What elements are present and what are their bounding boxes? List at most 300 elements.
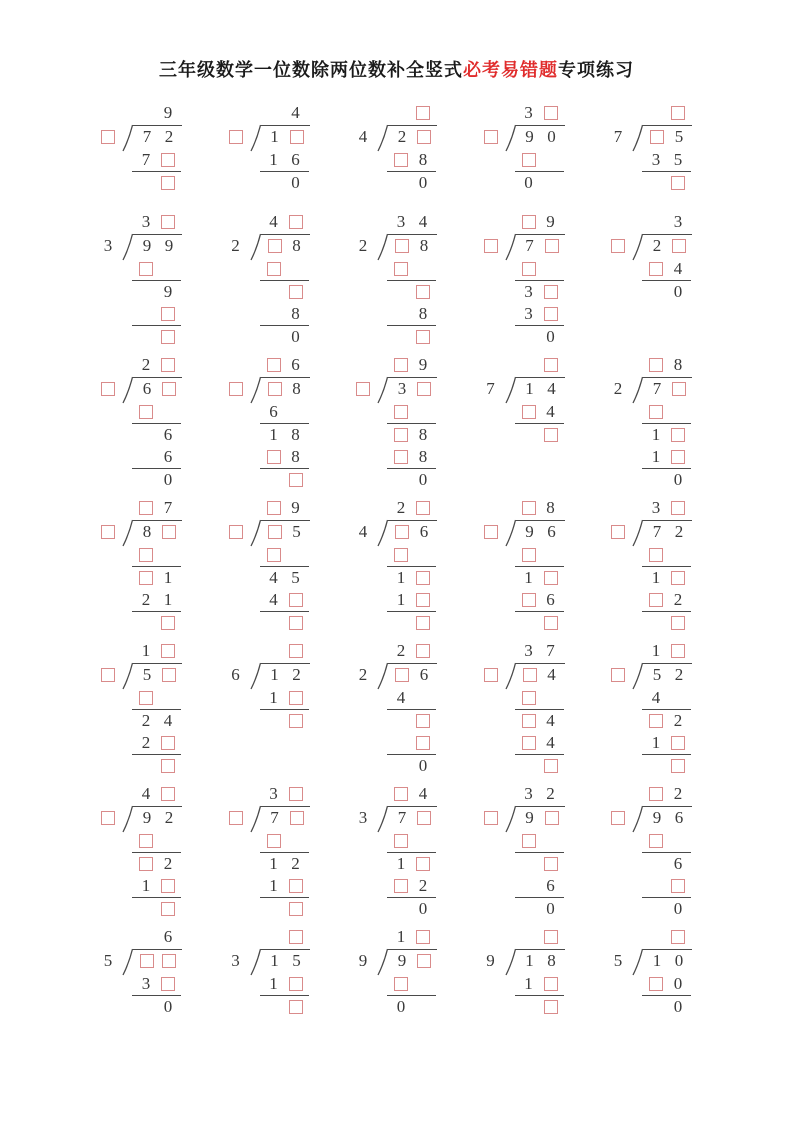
answer-box[interactable] bbox=[671, 879, 685, 893]
answer-cell bbox=[540, 996, 562, 1018]
answer-box[interactable] bbox=[101, 811, 115, 825]
answer-box[interactable] bbox=[395, 525, 409, 539]
answer-box[interactable] bbox=[139, 548, 153, 562]
divisor-cell bbox=[478, 663, 504, 686]
answer-box[interactable] bbox=[394, 787, 408, 801]
answer-cell bbox=[412, 326, 434, 348]
answer-box[interactable] bbox=[484, 130, 498, 144]
answer-box[interactable] bbox=[395, 668, 409, 682]
answer-box[interactable] bbox=[161, 330, 175, 344]
answer-box[interactable] bbox=[611, 525, 625, 539]
answer-box[interactable] bbox=[394, 262, 408, 276]
digit-cell: 0 bbox=[163, 470, 173, 489]
answer-box[interactable] bbox=[649, 714, 663, 728]
digit-cell: 2 bbox=[141, 711, 151, 730]
answer-box[interactable] bbox=[522, 153, 536, 167]
answer-box[interactable] bbox=[394, 977, 408, 991]
answer-cell bbox=[135, 258, 157, 280]
answer-box[interactable] bbox=[267, 501, 281, 515]
answer-cell bbox=[390, 875, 412, 897]
answer-cell bbox=[667, 446, 689, 468]
answer-box[interactable] bbox=[267, 834, 281, 848]
dividend-digits bbox=[643, 949, 692, 972]
answer-box[interactable] bbox=[394, 153, 408, 167]
empty-cell bbox=[135, 326, 157, 348]
empty-cell bbox=[135, 755, 157, 777]
answer-box[interactable] bbox=[522, 215, 536, 229]
work-row-underlined bbox=[132, 687, 181, 710]
answer-box[interactable] bbox=[544, 616, 558, 630]
answer-box[interactable] bbox=[649, 405, 663, 419]
answer-box[interactable] bbox=[416, 593, 430, 607]
answer-box[interactable] bbox=[649, 358, 663, 372]
digit-cell: 7 bbox=[163, 498, 173, 517]
digit-cell: 9 bbox=[525, 127, 534, 146]
answer-box[interactable] bbox=[267, 548, 281, 562]
answer-box[interactable] bbox=[544, 857, 558, 871]
work-row bbox=[260, 469, 309, 491]
answer-box[interactable] bbox=[139, 834, 153, 848]
answer-box[interactable] bbox=[671, 571, 685, 585]
answer-box[interactable] bbox=[101, 382, 115, 396]
empty-cell bbox=[263, 926, 285, 948]
answer-box[interactable] bbox=[671, 450, 685, 464]
division-problem bbox=[95, 497, 183, 634]
answer-cell bbox=[157, 875, 179, 897]
answer-box[interactable] bbox=[139, 262, 153, 276]
work-row-underlined bbox=[260, 875, 309, 898]
answer-cell bbox=[158, 950, 180, 972]
work-row bbox=[387, 567, 436, 589]
work-row-underlined bbox=[387, 149, 436, 172]
answer-box[interactable] bbox=[484, 525, 498, 539]
answer-box[interactable] bbox=[522, 405, 536, 419]
answer-cell bbox=[518, 732, 540, 754]
answer-box[interactable] bbox=[101, 130, 115, 144]
work-row bbox=[515, 424, 564, 446]
work-row bbox=[132, 424, 181, 446]
answer-box[interactable] bbox=[229, 382, 243, 396]
dividend-row bbox=[605, 805, 693, 830]
answer-cell bbox=[667, 424, 689, 446]
answer-box[interactable] bbox=[161, 176, 175, 190]
answer-box[interactable] bbox=[394, 358, 408, 372]
answer-box[interactable] bbox=[394, 428, 408, 442]
digit-cell: 1 bbox=[524, 568, 533, 587]
work-row-underlined bbox=[132, 732, 181, 755]
answer-box[interactable] bbox=[356, 382, 370, 396]
answer-box[interactable] bbox=[268, 382, 282, 396]
answer-box[interactable] bbox=[229, 525, 243, 539]
answer-box[interactable] bbox=[671, 736, 685, 750]
work-row-underlined bbox=[515, 149, 564, 172]
answer-cell bbox=[645, 354, 667, 376]
dividend-row bbox=[350, 519, 438, 544]
work-row-underlined bbox=[642, 973, 691, 996]
answer-box[interactable] bbox=[161, 787, 175, 801]
digit-cell: 1 bbox=[396, 590, 406, 609]
answer-box[interactable] bbox=[289, 879, 303, 893]
answer-cell bbox=[518, 589, 540, 611]
work-row-underlined bbox=[642, 446, 691, 469]
answer-cell bbox=[667, 497, 689, 519]
answer-box[interactable] bbox=[290, 811, 304, 825]
work-row bbox=[515, 996, 564, 1018]
answer-box[interactable] bbox=[522, 501, 536, 515]
digit-cell: 4 bbox=[269, 212, 278, 231]
answer-box[interactable] bbox=[649, 977, 663, 991]
empty-cell bbox=[135, 898, 157, 920]
answer-box[interactable] bbox=[289, 787, 303, 801]
answer-cell bbox=[645, 830, 667, 852]
division-bracket-icon bbox=[504, 805, 516, 833]
answer-cell bbox=[540, 102, 562, 124]
work-row-underlined bbox=[515, 401, 564, 424]
answer-box[interactable] bbox=[162, 954, 176, 968]
answer-box[interactable] bbox=[417, 811, 431, 825]
dividend-digits bbox=[643, 663, 692, 686]
answer-cell bbox=[390, 258, 412, 280]
answer-box[interactable] bbox=[544, 307, 558, 321]
digit-cell: 5 bbox=[652, 665, 662, 684]
dividend-digits bbox=[133, 377, 182, 400]
answer-box[interactable] bbox=[416, 330, 430, 344]
answer-box[interactable] bbox=[522, 691, 536, 705]
answer-box[interactable] bbox=[544, 1000, 558, 1014]
digit-cell: 2 bbox=[546, 784, 555, 803]
answer-cell bbox=[285, 710, 307, 732]
answer-box[interactable] bbox=[161, 736, 175, 750]
dividend-row bbox=[223, 805, 311, 830]
answer-box[interactable] bbox=[545, 811, 559, 825]
digit-cell: 8 bbox=[673, 355, 683, 374]
answer-box[interactable] bbox=[672, 239, 686, 253]
answer-box[interactable] bbox=[544, 106, 558, 120]
answer-box[interactable] bbox=[650, 130, 664, 144]
division-bracket-icon bbox=[376, 233, 388, 261]
divisor-cell: 2 bbox=[231, 235, 240, 255]
answer-box[interactable] bbox=[672, 382, 686, 396]
divisor-cell: 9 bbox=[486, 950, 495, 970]
answer-cell bbox=[413, 950, 435, 972]
answer-box[interactable] bbox=[416, 106, 430, 120]
digit-cell: 3 bbox=[397, 379, 407, 398]
digit-cell: 2 bbox=[396, 498, 406, 517]
answer-box[interactable] bbox=[139, 691, 153, 705]
empty-cell bbox=[135, 926, 157, 948]
answer-box[interactable] bbox=[290, 130, 304, 144]
empty-cell bbox=[263, 102, 285, 124]
answer-box[interactable] bbox=[649, 834, 663, 848]
answer-box[interactable] bbox=[289, 215, 303, 229]
answer-box[interactable] bbox=[544, 285, 558, 299]
work-row bbox=[132, 567, 181, 589]
division-bracket-icon bbox=[631, 805, 643, 833]
work-row bbox=[642, 755, 691, 777]
digit-cell: 7 bbox=[142, 127, 152, 146]
answer-box[interactable] bbox=[522, 262, 536, 276]
answer-box[interactable] bbox=[289, 593, 303, 607]
answer-box[interactable] bbox=[394, 879, 408, 893]
answer-box[interactable] bbox=[416, 285, 430, 299]
digit-cell: 0 bbox=[674, 951, 684, 970]
work-row bbox=[387, 755, 436, 777]
answer-box[interactable] bbox=[416, 571, 430, 585]
answer-box[interactable] bbox=[416, 501, 430, 515]
work-row bbox=[132, 853, 181, 875]
digit-cell: 2 bbox=[673, 711, 683, 730]
digit-cell: 1 bbox=[270, 951, 279, 970]
work-row bbox=[132, 612, 181, 634]
problems-row bbox=[95, 783, 693, 920]
digit-cell: 6 bbox=[142, 379, 152, 398]
answer-cell bbox=[157, 149, 179, 171]
answer-box[interactable] bbox=[289, 902, 303, 916]
answer-box[interactable] bbox=[161, 644, 175, 658]
empty-cell bbox=[285, 401, 307, 423]
answer-box[interactable] bbox=[416, 857, 430, 871]
answer-box[interactable] bbox=[139, 857, 153, 871]
answer-box[interactable] bbox=[162, 382, 176, 396]
work-row-underlined bbox=[260, 687, 309, 710]
answer-box[interactable] bbox=[268, 239, 282, 253]
answer-box[interactable] bbox=[161, 307, 175, 321]
dividend-digits bbox=[516, 234, 565, 257]
quotient-row bbox=[642, 354, 691, 376]
dividend-digits bbox=[388, 377, 437, 400]
division-bracket-icon bbox=[631, 124, 643, 152]
answer-box[interactable] bbox=[484, 668, 498, 682]
answer-box[interactable] bbox=[289, 714, 303, 728]
work-row-underlined bbox=[642, 544, 691, 567]
digit-cell: 0 bbox=[418, 899, 428, 918]
divisor-cell: 2 bbox=[358, 235, 368, 255]
dividend-row bbox=[605, 376, 693, 401]
empty-cell bbox=[518, 926, 540, 948]
answer-cell bbox=[158, 521, 180, 543]
answer-box[interactable] bbox=[671, 759, 685, 773]
answer-cell bbox=[135, 853, 157, 875]
answer-box[interactable] bbox=[611, 668, 625, 682]
answer-box[interactable] bbox=[545, 239, 559, 253]
answer-box[interactable] bbox=[649, 262, 663, 276]
answer-box[interactable] bbox=[161, 977, 175, 991]
answer-box[interactable] bbox=[289, 285, 303, 299]
dividend-digits bbox=[261, 125, 310, 148]
answer-box[interactable] bbox=[671, 176, 685, 190]
answer-box[interactable] bbox=[101, 525, 115, 539]
work-row bbox=[387, 853, 436, 875]
quotient-row bbox=[260, 102, 309, 124]
answer-cell bbox=[285, 973, 307, 995]
answer-box[interactable] bbox=[161, 153, 175, 167]
digit-cell: 0 bbox=[291, 173, 300, 192]
answer-cell bbox=[412, 612, 434, 634]
divisor-cell bbox=[478, 125, 504, 148]
answer-box[interactable] bbox=[289, 616, 303, 630]
answer-box[interactable] bbox=[139, 571, 153, 585]
division-problem bbox=[478, 640, 566, 777]
answer-box[interactable] bbox=[671, 644, 685, 658]
digit-cell: 1 bbox=[270, 665, 279, 684]
work-row bbox=[642, 612, 691, 634]
quotient-row bbox=[642, 211, 691, 233]
division-bracket-icon bbox=[121, 124, 133, 152]
answer-box[interactable] bbox=[289, 473, 303, 487]
work-row bbox=[132, 172, 181, 194]
digit-cell: 4 bbox=[269, 568, 278, 587]
digit-cell: 8 bbox=[291, 447, 300, 466]
answer-box[interactable] bbox=[416, 616, 430, 630]
work-row-underlined bbox=[132, 446, 181, 469]
answer-cell bbox=[285, 996, 307, 1018]
answer-box[interactable] bbox=[394, 450, 408, 464]
answer-box[interactable] bbox=[289, 1000, 303, 1014]
work-row-underlined bbox=[515, 589, 564, 612]
answer-box[interactable] bbox=[289, 691, 303, 705]
digit-cell: 8 bbox=[418, 150, 428, 169]
answer-box[interactable] bbox=[544, 977, 558, 991]
answer-box[interactable] bbox=[611, 811, 625, 825]
answer-box[interactable] bbox=[140, 954, 154, 968]
answer-box[interactable] bbox=[522, 593, 536, 607]
answer-cell bbox=[135, 401, 157, 423]
answer-box[interactable] bbox=[544, 759, 558, 773]
answer-cell bbox=[390, 149, 412, 171]
dividend-row bbox=[223, 948, 311, 973]
answer-box[interactable] bbox=[289, 977, 303, 991]
answer-box[interactable] bbox=[161, 616, 175, 630]
answer-box[interactable] bbox=[523, 668, 537, 682]
work-row bbox=[260, 424, 309, 446]
answer-cell bbox=[285, 281, 307, 303]
answer-box[interactable] bbox=[522, 736, 536, 750]
work-row-underlined bbox=[260, 149, 309, 172]
answer-cell bbox=[157, 640, 179, 662]
quotient-row bbox=[132, 102, 181, 124]
digit-cell: 3 bbox=[524, 304, 533, 323]
answer-box[interactable] bbox=[394, 548, 408, 562]
answer-box[interactable] bbox=[139, 501, 153, 515]
dividend-row bbox=[605, 124, 693, 149]
answer-box[interactable] bbox=[395, 239, 409, 253]
answer-box[interactable] bbox=[522, 548, 536, 562]
answer-box[interactable] bbox=[394, 834, 408, 848]
answer-box[interactable] bbox=[161, 879, 175, 893]
answer-box[interactable] bbox=[649, 548, 663, 562]
answer-cell bbox=[667, 102, 689, 124]
dividend-row bbox=[223, 124, 311, 149]
division-problem bbox=[223, 640, 311, 777]
answer-box[interactable] bbox=[289, 930, 303, 944]
answer-box[interactable] bbox=[139, 405, 153, 419]
answer-box[interactable] bbox=[101, 668, 115, 682]
answer-box[interactable] bbox=[417, 130, 431, 144]
empty-cell bbox=[645, 875, 667, 897]
problems-row bbox=[95, 354, 693, 491]
answer-box[interactable] bbox=[649, 593, 663, 607]
answer-box[interactable] bbox=[161, 215, 175, 229]
answer-box[interactable] bbox=[268, 525, 282, 539]
answer-cell bbox=[412, 102, 434, 124]
answer-box[interactable] bbox=[267, 262, 281, 276]
answer-box[interactable] bbox=[544, 571, 558, 585]
empty-cell bbox=[412, 687, 434, 709]
answer-cell bbox=[540, 755, 562, 777]
answer-cell bbox=[413, 378, 435, 400]
answer-box[interactable] bbox=[162, 525, 176, 539]
answer-box[interactable] bbox=[416, 644, 430, 658]
digit-cell: 1 bbox=[141, 876, 151, 895]
answer-box[interactable] bbox=[484, 239, 498, 253]
answer-box[interactable] bbox=[544, 930, 558, 944]
answer-box[interactable] bbox=[289, 644, 303, 658]
answer-box[interactable] bbox=[611, 239, 625, 253]
divisor-cell: 4 bbox=[358, 126, 368, 146]
dividend-digits bbox=[516, 520, 565, 543]
digit-cell: 5 bbox=[291, 568, 300, 587]
empty-cell bbox=[135, 446, 157, 468]
answer-box[interactable] bbox=[267, 358, 281, 372]
division-bracket-icon bbox=[504, 124, 516, 152]
title-suffix: 专项练习 bbox=[558, 60, 634, 80]
answer-box[interactable] bbox=[416, 714, 430, 728]
empty-cell bbox=[263, 612, 285, 634]
answer-box[interactable] bbox=[671, 428, 685, 442]
answer-box[interactable] bbox=[671, 106, 685, 120]
answer-box[interactable] bbox=[671, 930, 685, 944]
digit-cell: 2 bbox=[652, 236, 662, 255]
answer-box[interactable] bbox=[416, 930, 430, 944]
answer-cell bbox=[668, 378, 690, 400]
empty-cell bbox=[518, 875, 540, 897]
divisor-cell: 4 bbox=[358, 521, 368, 541]
answer-box[interactable] bbox=[394, 405, 408, 419]
answer-box[interactable] bbox=[649, 787, 663, 801]
work-row bbox=[260, 326, 309, 348]
answer-box[interactable] bbox=[522, 714, 536, 728]
answer-box[interactable] bbox=[267, 450, 281, 464]
dividend-row bbox=[95, 519, 183, 544]
answer-box[interactable] bbox=[671, 616, 685, 630]
answer-box[interactable] bbox=[162, 668, 176, 682]
answer-cell bbox=[540, 303, 562, 325]
answer-box[interactable] bbox=[417, 382, 431, 396]
empty-cell bbox=[645, 102, 667, 124]
answer-box[interactable] bbox=[544, 358, 558, 372]
answer-box[interactable] bbox=[229, 811, 243, 825]
empty-cell bbox=[540, 172, 562, 194]
answer-box[interactable] bbox=[161, 759, 175, 773]
answer-box[interactable] bbox=[484, 811, 498, 825]
empty-cell bbox=[667, 544, 689, 566]
answer-box[interactable] bbox=[161, 358, 175, 372]
answer-box[interactable] bbox=[522, 834, 536, 848]
answer-box[interactable] bbox=[544, 428, 558, 442]
digit-cell: 6 bbox=[163, 927, 173, 946]
divisor-cell bbox=[223, 520, 249, 543]
answer-box[interactable] bbox=[417, 954, 431, 968]
answer-box[interactable] bbox=[229, 130, 243, 144]
empty-cell bbox=[518, 326, 540, 348]
empty-cell bbox=[667, 830, 689, 852]
answer-box[interactable] bbox=[161, 902, 175, 916]
dividend-digits bbox=[516, 949, 565, 972]
dividend-row bbox=[350, 376, 438, 401]
answer-box[interactable] bbox=[416, 736, 430, 750]
answer-box[interactable] bbox=[671, 501, 685, 515]
answer-cell bbox=[667, 612, 689, 634]
